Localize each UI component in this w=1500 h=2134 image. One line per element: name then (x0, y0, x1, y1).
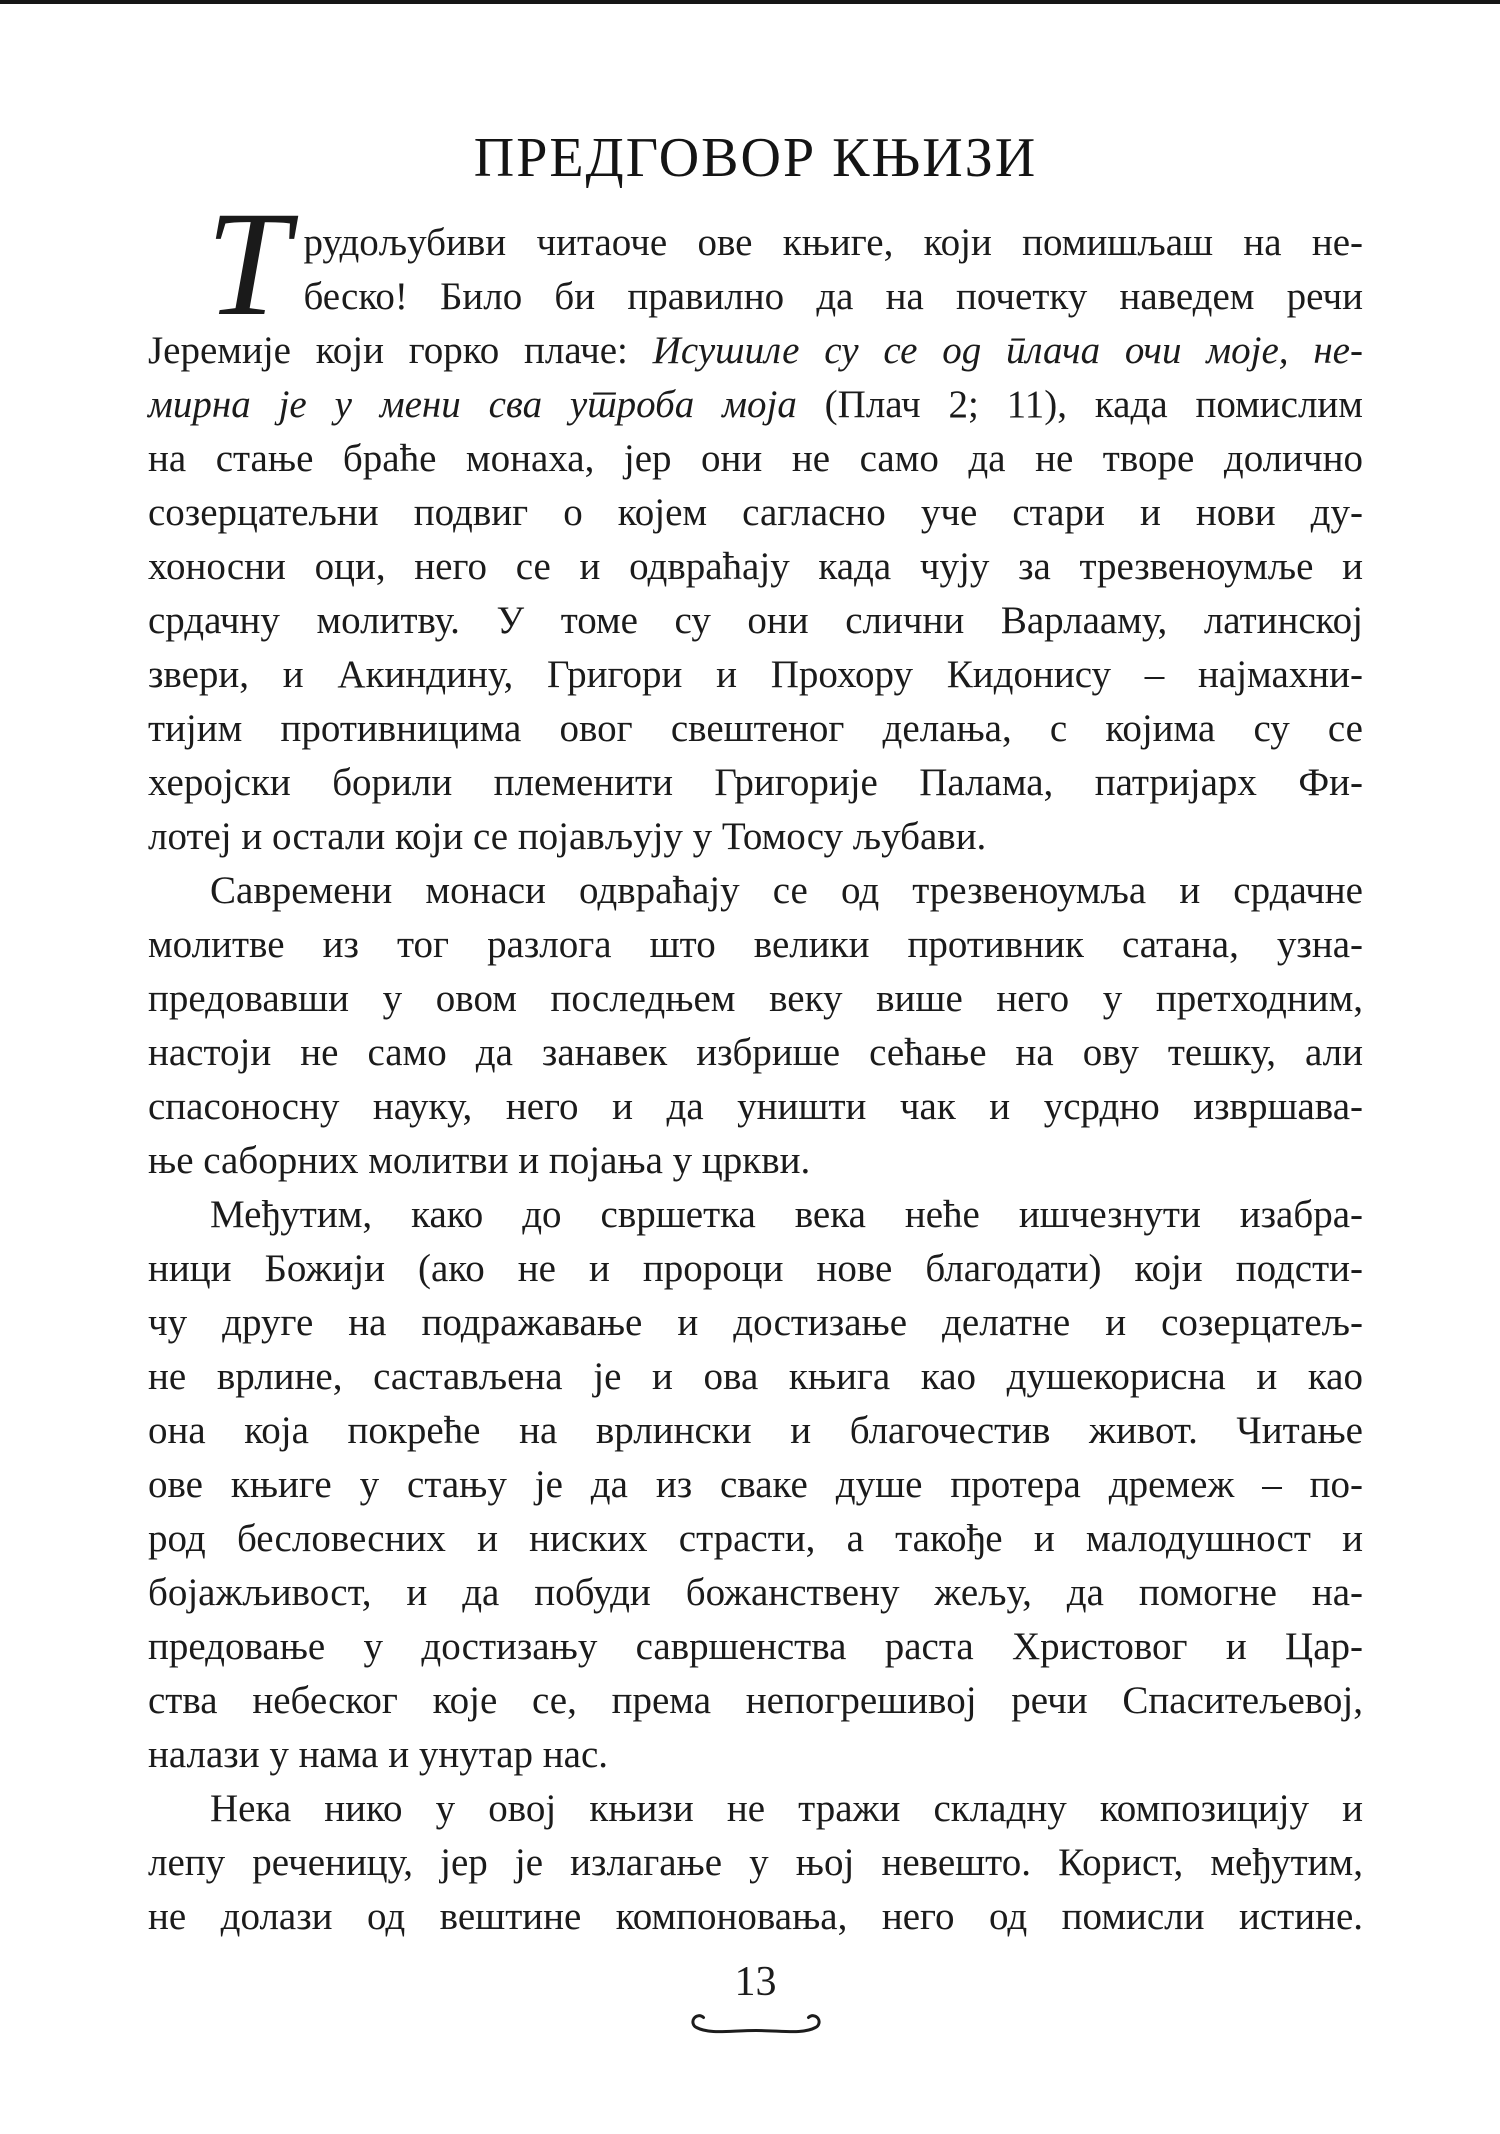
text-line: тијим противницима овог свештеног делања, с којима су се (148, 707, 1363, 750)
text-line: беско! Било би правилно да на почетку наведем речи (303, 275, 1363, 318)
text-line: ства небеског које се, према непогрешивој речи Спаситељевој, (148, 1679, 1363, 1722)
text-line: звери, и Акиндину, Григори и Прохору Кидонису – најмахни- (148, 653, 1363, 696)
text-line (148, 378, 1363, 432)
text-line: херојски борили племенити Григорије Палама, патријарх Фи- (148, 761, 1363, 804)
scan-top-edge (0, 0, 1500, 4)
paragraph-4 (148, 1782, 1363, 1944)
paragraph-2 (148, 864, 1363, 1188)
text-line: молитве из тог разлога што велики противник сатана, узна- (148, 923, 1363, 966)
text-line: предовавши у овом последњем веку више него у претходним, (148, 977, 1363, 1020)
text-line: на стање браће монаха, јер они не само да не творе долично (148, 437, 1363, 480)
text-line: ње саборних молитви и појања у цркви. (148, 1139, 811, 1182)
paragraph-3 (148, 1188, 1363, 1782)
text-line: лотеј и остали који се појављују у Томосу љубави. (148, 815, 987, 858)
paragraph-1 (148, 181, 1363, 864)
text-line: Нека нико у овој књизи не тражи складну композицију и (210, 1787, 1363, 1830)
text-line: налази у нама и унутар нас. (148, 1733, 609, 1776)
quote-segment: мирна је у мени сва утроба моја (148, 383, 797, 426)
text-line: бојажљивост, и да побуди божанствену жељу, да помогне на- (148, 1571, 1363, 1614)
drop-cap: Т (206, 181, 290, 347)
text-line: не врлине, састављена је и ова књига као душекорисна и као (148, 1355, 1363, 1398)
text-segment: (Плач 2; 11), када помислим (796, 383, 1363, 426)
calligraphic-flourish-icon (681, 2002, 831, 2040)
text-line: хоносни оци, него се и одвраћају када чују за трезвеноумље и (148, 545, 1363, 588)
text-line: ници Божији (ако не и пророци нове благодати) који подсти- (148, 1247, 1363, 1290)
text-line: спасоносну науку, него и да уништи чак и усрдно извршава- (148, 1085, 1363, 1128)
body-text (148, 181, 1363, 1944)
text-line: Међутим, како до свршетка века неће ишчезнути изабра- (210, 1193, 1363, 1236)
text-line: не долази од вештине компоновања, него од помисли истине. (148, 1895, 1363, 1938)
text-line: предовање у достизању савршенства раста Христовог и Цар- (148, 1625, 1363, 1668)
text-line: рудољубиви читаоче ове књиге, који помишљаш на не- (303, 221, 1363, 264)
text-line: созерцатељни подвиг о којем сагласно уче стари и нови ду- (148, 491, 1363, 534)
text-line: род бесловесних и ниских страсти, а такође и малодушност и (148, 1517, 1363, 1560)
text-line: чу друге на подражавање и достизање делатне и созерцатељ- (148, 1301, 1363, 1344)
text-line: лепу реченицу, јер је излагање у њој невешто. Корист, међутим, (148, 1841, 1363, 1884)
page-title: ПРЕДГОВОР КЊИЗИ (473, 127, 1038, 189)
text-segment: Јеремије који горко плаче: (148, 329, 653, 372)
text-line: она која покреће на врлински и благочестив живот. Читање (148, 1409, 1363, 1452)
text-line: ове књиге у стању је да из сваке душе протера дремеж – по- (148, 1463, 1363, 1506)
text-line (148, 324, 1363, 378)
page-number: 13 (734, 1959, 777, 2005)
quote-segment: Исушиле су се од плача очи моје, не- (652, 329, 1363, 372)
text-line: настоји не само да занавек избрише сећање на ову тешку, али (148, 1031, 1363, 1074)
text-line: срдачну молитву. У томе су они слични Варлааму, латинској (148, 599, 1363, 642)
text-line: Савремени монаси одвраћају се од трезвеноумља и срдачне (210, 869, 1363, 912)
page-footer (148, 1958, 1363, 2040)
